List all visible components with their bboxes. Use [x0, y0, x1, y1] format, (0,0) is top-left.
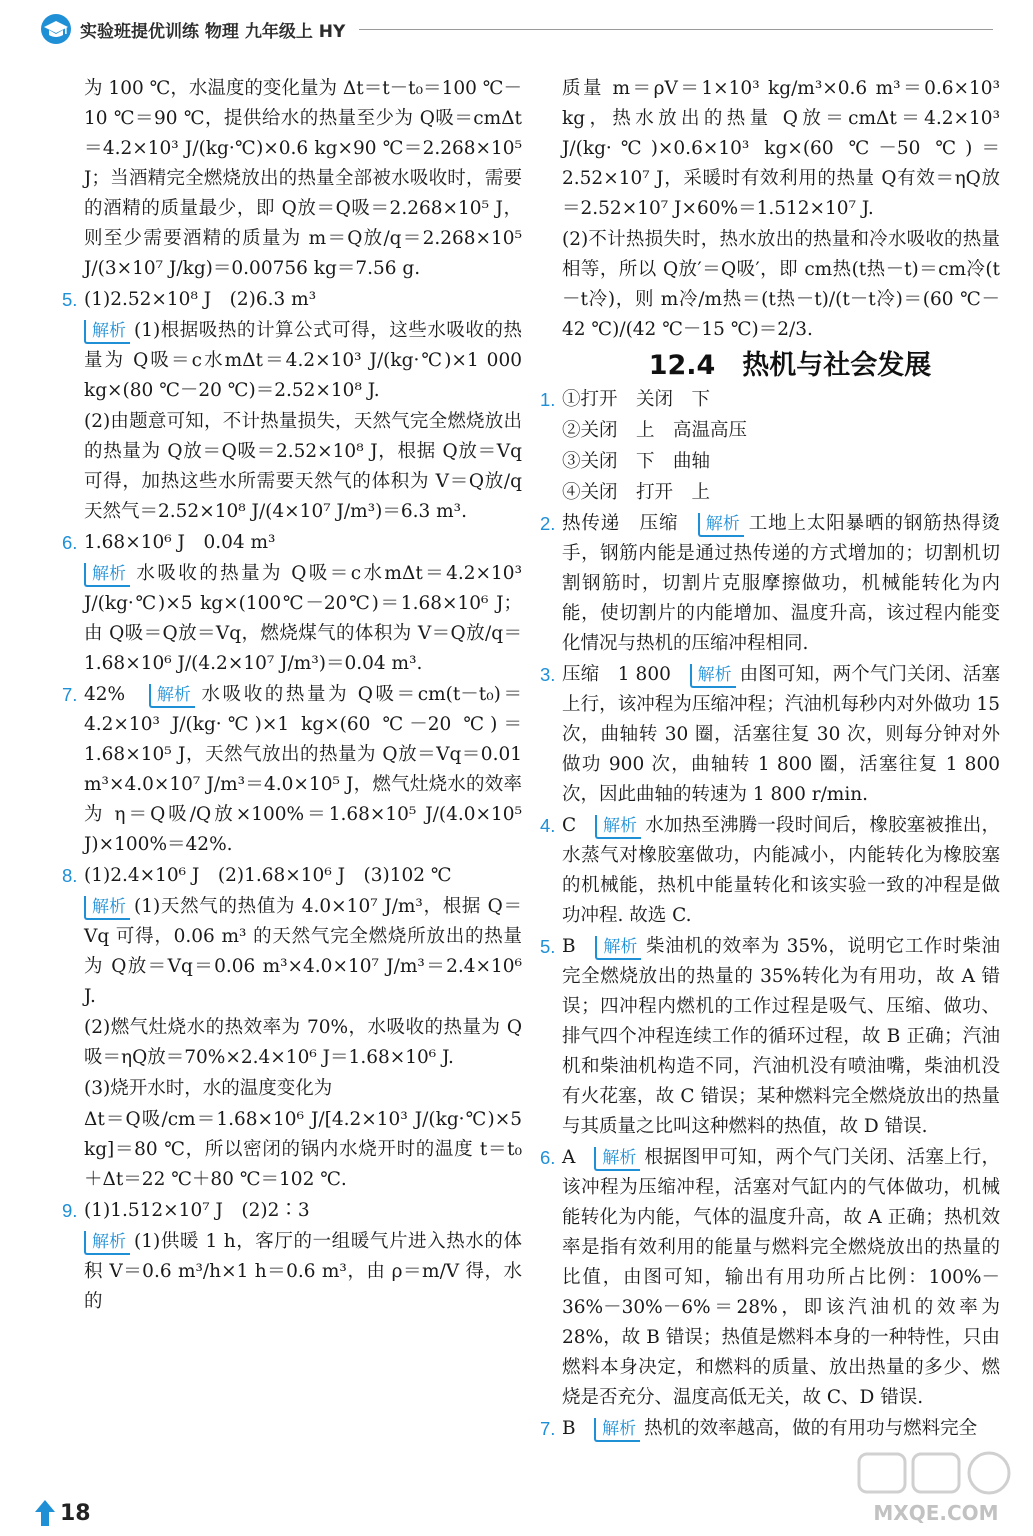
answer-text: B	[562, 936, 576, 957]
paragraph: (3)烧开水时，水的温度变化为	[84, 1078, 333, 1099]
analysis-paragraph	[62, 559, 522, 679]
answer-text: 压缩 1 800	[562, 664, 671, 685]
watermark-logo-icon	[851, 1448, 1021, 1528]
answer-text: 1.68×10⁶ J 0.04 m³	[84, 532, 276, 553]
answer-text: 热传递 压缩	[562, 513, 679, 534]
answer-text: A	[562, 1147, 576, 1168]
section-title: 12.4 热机与社会发展	[648, 350, 932, 381]
analysis-paragraph	[62, 316, 522, 406]
analysis-paragraph	[62, 892, 522, 1012]
right-column	[540, 74, 1000, 1445]
question-number: 6.	[540, 1147, 556, 1168]
page-header	[40, 10, 993, 48]
sub-answer: ②关闭 上 高温高压	[562, 420, 748, 441]
answer-text: (1)1.512×10⁷ J (2)2∶3	[84, 1200, 310, 1221]
analysis-tag: 解析	[595, 815, 641, 839]
paragraph: Δt＝Q吸/cm＝1.68×10⁶ J/[4.2×10³ J/(kg·℃)×5 kg]＝80 ℃，所以密闭的锅内水烧开时的温度 t＝t₀＋Δt＝22 ℃＋80 ℃＝102 ℃.	[84, 1109, 522, 1190]
question-number: 5.	[62, 289, 78, 310]
sub-answer: ④关闭 打开 上	[562, 482, 711, 503]
paragraph: 质量 m＝ρV＝1×10³ kg/m³×0.6 m³＝0.6×10³ kg，热水放出的热量 Q放＝cmΔt＝4.2×10³ J/(kg·℃)×0.6×10³ kg×(60 ℃－50 ℃)＝2.52×10⁷ J，采暖时有效利用的热量 Q有效＝ηQ放＝2.52×10⁷ J×60%＝1.512×10⁷ J.	[562, 78, 1000, 219]
question-number: 5.	[540, 936, 556, 957]
analysis-text: 热机的效率越高，做的有用功与燃料完全	[644, 1418, 978, 1439]
analysis-text: 由图可知，两个气门关闭、活塞上行，该冲程为压缩冲程；汽油机每秒内对外做功 15 次，曲轴转 30 圈，活塞往复 30 次，则每分钟对外做功 900 次，曲轴转 1 800 圈，活塞往复 1 800 次，因此曲轴的转速为 1 800 r/min.	[562, 664, 1000, 805]
answer-text: ①打开 关闭 下	[562, 389, 711, 410]
answer-item	[540, 385, 1000, 415]
page-number-area	[34, 1496, 91, 1530]
paragraph: (2)不计热损失时，热水放出的热量和冷水吸收的热量相等，所以 Q放′＝Q吸′，即 cm热(t热－t)＝cm冷(t－t冷)，则 m冷/m热＝(t热－t)/(t－t冷)＝(60 ℃－42 ℃)/(42 ℃－15 ℃)＝2/3.	[562, 229, 1000, 340]
analysis-tag: 解析	[595, 936, 641, 960]
analysis-tag: 解析	[690, 664, 736, 688]
analysis-tag: 解析	[84, 896, 130, 920]
question-number: 8.	[62, 865, 78, 886]
sub-answer: ③关闭 下 曲轴	[562, 451, 711, 472]
analysis-text: 根据图甲可知，两个气门关闭、活塞上行，该冲程为压缩冲程，活塞对气缸内的气体做功，机械能转化为内能，气体的温度升高，故 A 正确；热机效率是指有效利用的能量与燃料完全燃烧放出的热量的比值，由图可知，输出有用功所占比例：100%－36%－30%－6%＝28%，即该汽油机的效率为 28%，故 B 错误；热值是燃料本身的一种特性，只由燃料本身决定，和燃料的质量、放出热量的多少、燃烧是否充分、温度高低无关，故 C、D 错误.	[562, 1147, 1000, 1408]
left-column	[62, 74, 522, 1318]
answer-text: C	[562, 815, 577, 836]
analysis-tag: 解析	[594, 1147, 640, 1171]
analysis-text: (1)天然气的热值为 4.0×10⁷ J/m³，根据 Q＝Vq 可得，0.06 m³ 的天然气完全燃烧所放出的热量为 Q放＝Vq＝0.06 m³×4.0×10⁷ J/m³＝2.4×10⁶ J.	[84, 896, 522, 1007]
answer-text: (1)2.4×10⁶ J (2)1.68×10⁶ J (3)102 ℃	[84, 865, 452, 886]
answer-item	[540, 1143, 1000, 1413]
answer-item	[540, 660, 1000, 810]
analysis-text: 水加热至沸腾一段时间后，橡胶塞被推出，水蒸气对橡胶塞做功，内能减小，内能转化为橡胶塞的机械能，热机中能量转化和该实验一致的冲程是做功冲程. 故选 C.	[562, 815, 1000, 926]
answer-item	[540, 1414, 1000, 1444]
question-number: 9.	[62, 1200, 78, 1221]
page-number: 18	[60, 1500, 91, 1526]
paragraph: (2)燃气灶烧水的热效率为 70%，水吸收的热量为 Q吸＝ηQ放＝70%×2.4×10⁶ J＝1.68×10⁶ J.	[84, 1017, 522, 1068]
answer-item	[62, 1196, 522, 1226]
question-number: 7.	[540, 1418, 556, 1439]
analysis-text: 工地上太阳暴晒的钢筋热得烫手，钢筋内能是通过热传递的方式增加的；切割机切割钢筋时，切割片克服摩擦做功，机械能转化为内能，使切割片的内能增加、温度升高，该过程内能变化情况与热机的压缩冲程相同.	[562, 513, 1000, 654]
question-number: 7.	[62, 684, 78, 705]
analysis-tag: 解析	[594, 1418, 640, 1442]
analysis-text: 水吸收的热量为 Q吸＝cm(t－t₀)＝4.2×10³ J/(kg·℃)×1 kg×(60 ℃－20 ℃)＝1.68×10⁵ J，天然气放出的热量为 Q放＝Vq＝0.01 m³×4.0×10⁷ J/m³＝4.0×10⁵ J，燃气灶烧水的效率为 η＝Q吸/Q放×100%＝1.68×10⁵ J/(4.0×10⁵ J)×100%＝42%.	[84, 684, 522, 855]
analysis-text: (1)根据吸热的计算公式可得，这些水吸收的热量为 Q吸＝c水mΔt＝4.2×10³ J/(kg·℃)×1 000 kg×(80 ℃－20 ℃)＝2.52×10⁸ J.	[84, 320, 522, 401]
analysis-tag: 解析	[84, 1231, 130, 1255]
arrow-up-icon	[34, 1498, 56, 1528]
question-number: 4.	[540, 815, 556, 836]
answer-item	[62, 680, 522, 860]
answer-text: (1)2.52×10⁸ J (2)6.3 m³	[84, 289, 317, 310]
question-number: 6.	[62, 532, 78, 553]
answer-item	[62, 285, 522, 315]
answer-item	[540, 509, 1000, 659]
answer-item	[62, 528, 522, 558]
analysis-text: 柴油机的效率为 35%，说明它工作时柴油完全燃烧放出的热量的 35%转化为有用功，故 A 错误；四冲程内燃机的工作过程是吸气、压缩、做功、排气四个冲程连续工作的循环过程，故 B 正确；汽油机和柴油机构造不同，汽油机没有喷油嘴，柴油机没有火花塞，故 C 错误；某种燃料完全燃烧放出的热量与其质量之比叫这种燃料的热值，故 D 错误.	[562, 936, 1000, 1137]
header-divider	[359, 29, 993, 30]
analysis-tag: 解析	[698, 513, 744, 537]
analysis-text: 水吸收的热量为 Q吸＝c水mΔt＝4.2×10³ J/(kg·℃)×5 kg×(100℃－20℃)＝1.68×10⁶ J；由 Q吸＝Q放＝Vq，燃烧煤气的体积为 V＝Q放/q＝1.68×10⁶ J/(4.2×10⁷ J/m³)＝0.04 m³.	[84, 563, 522, 674]
answer-item	[62, 861, 522, 891]
paragraph: 为 100 ℃，水温度的变化量为 Δt＝t－t₀＝100 ℃－10 ℃＝90 ℃，提供给水的热量至少为 Q吸＝cmΔt＝4.2×10³ J/(kg·℃)×0.6 kg×90 ℃＝2.268×10⁵ J；当酒精完全燃烧放出的热量全部被水吸收时，需要的酒精的质量最少，即 Q放＝Q吸＝2.268×10⁵ J，则至少需要酒精的质量为 m＝Q放/q＝2.268×10⁵ J/(3×10⁷ J/kg)＝0.00756 kg＝7.56 g.	[84, 78, 522, 279]
analysis-tag: 解析	[84, 563, 130, 587]
question-number: 1.	[540, 389, 556, 410]
question-number: 2.	[540, 513, 556, 534]
paragraph: (2)由题意可知，不计热量损失，天然气完全燃烧放出的热量为 Q放＝Q吸＝2.52×10⁸ J，根据 Q放＝Vq 可得，加热这些水所需要天然气的体积为 V＝Q放/q天然气＝2.52×10⁸ J/(4×10⁷ J/m³)＝6.3 m³.	[84, 411, 522, 522]
graduation-cap-icon	[40, 13, 72, 45]
question-number: 3.	[540, 664, 556, 685]
answer-text: 42%	[84, 684, 126, 705]
answer-item	[540, 811, 1000, 931]
watermark-text: MXQE.COM	[873, 1501, 999, 1525]
analysis-tag: 解析	[84, 320, 130, 344]
answer-text: B	[562, 1418, 576, 1439]
analysis-tag: 解析	[149, 684, 195, 708]
analysis-paragraph	[62, 1227, 522, 1317]
analysis-text: (1)供暖 1 h，客厅的一组暖气片进入热水的体积 V＝0.6 m³/h×1 h＝0.6 m³，由 ρ＝m/V 得，水的	[84, 1231, 522, 1312]
answer-item	[540, 932, 1000, 1142]
book-title: 实验班提优训练 物理 九年级上 HY	[80, 21, 346, 42]
